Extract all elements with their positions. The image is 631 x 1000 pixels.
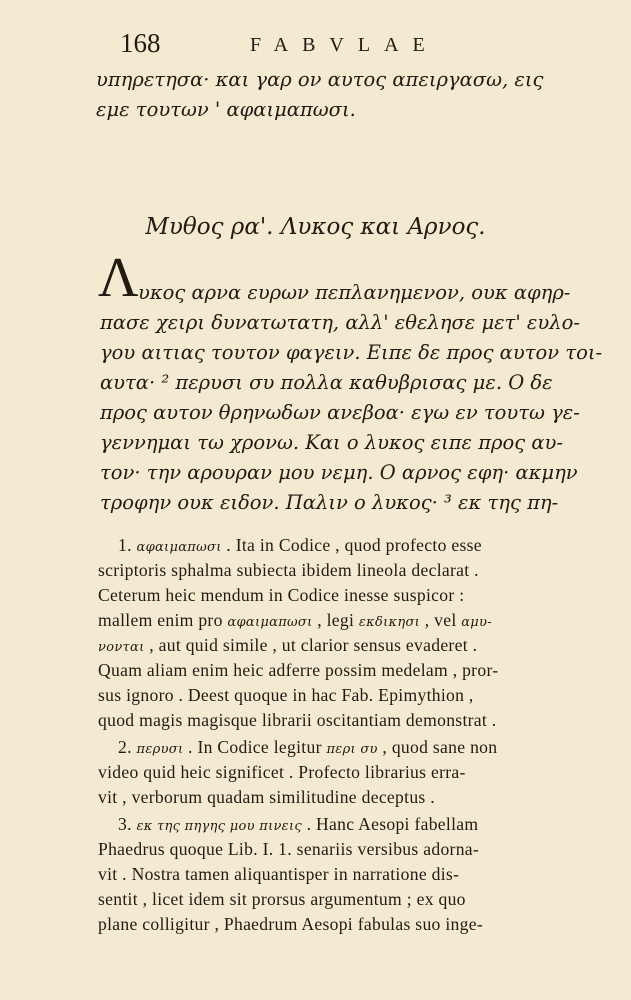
footnote-line [98, 635, 477, 656]
fable-line: αυτα· ² περυσι συ πολλα καθυβρισας με. Ο δε [100, 371, 553, 394]
greek-citation: αφαιμαπωσι [136, 540, 222, 555]
footnote-text: 2. [118, 737, 137, 757]
footnote-text: vit . Nostra tamen aliquantisper in narratione dis- [98, 864, 460, 884]
footnote-line [98, 762, 466, 783]
footnote-text: video quid heic significet . Profecto librarius erra- [98, 762, 466, 782]
greek-citation: περι συ [326, 742, 378, 757]
footnote-line [98, 889, 466, 910]
fable-line: προς αυτον θρηνωδων ανεβοα· εγω εν τουτω γε- [100, 401, 580, 424]
footnote-text: scriptoris sphalma subiecta ibidem lineola declarat . [98, 560, 479, 580]
footnote-text: vit , verborum quadam similitudine deceptus . [98, 787, 435, 807]
page-header [120, 28, 580, 62]
fable-line: υκος αρνα ευρων πεπλανημενον, ουκ αφηρ- [138, 281, 571, 304]
greek-citation: νονται [98, 640, 145, 655]
footnote-text: , legi [312, 610, 359, 630]
footnote-text: . In Codice legitur [183, 737, 327, 757]
footnote-text: mallem enim pro [98, 610, 228, 630]
footnote-line [98, 914, 483, 935]
footnote-text: , quod sane non [377, 737, 498, 757]
fable-line: τον· την αρουραν μου νεμη. Ο αρνος εφη· ακμην [100, 461, 578, 484]
footnote-line [98, 864, 459, 885]
intro-line: εμε τουτων ' αφαιμαπωσι. [96, 98, 356, 121]
footnote-line [98, 839, 479, 860]
fable-line: πασε χειρι δυνατωτατη, αλλ' εθελησε μετ' ευλο- [100, 311, 580, 334]
page-number: 168 [120, 28, 161, 58]
footnote-text: , vel [420, 610, 462, 630]
footnote-line [98, 610, 492, 631]
footnote-text: , aut quid simile , ut clarior sensus evaderet . [144, 635, 478, 655]
footnote-text: Ceterum heic mendum in Codice inesse suspicor : [98, 585, 465, 605]
greek-citation: περυσι [136, 742, 184, 757]
intro-line: υπηρετησα· και γαρ ον αυτος απειργασω, εις [96, 68, 544, 91]
greek-citation: αφαιμαπωσι [227, 615, 313, 630]
footnote-text: Quam aliam enim heic adferre possim medelam , pror- [98, 660, 499, 680]
footnote-line [98, 787, 435, 808]
footnote-line [98, 660, 498, 681]
footnote-line [98, 585, 464, 606]
greek-citation: εκδικησι [358, 615, 421, 630]
footnote-line [98, 710, 497, 731]
footnote-text: Phaedrus quoque Lib. I. 1. senariis versibus adorna- [98, 839, 480, 859]
footnote-text: . Hanc Aesopi fabellam [301, 814, 479, 834]
greek-citation: αμυ- [461, 615, 492, 630]
fable-line: γεννημαι τω χρονω. Και ο λυκος ειπε προς αυ- [100, 431, 563, 454]
footnote-text: sus ignoro . Deest quoque in hac Fab. Epimythion , [98, 685, 474, 705]
fable-line: τροφην ουκ ειδον. Παλιν ο λυκος· ³ εκ της πη- [100, 491, 559, 514]
footnote-text: 3. [118, 814, 137, 834]
running-title: FABVLAE [250, 34, 439, 56]
footnote-text: 1. [118, 535, 137, 555]
footnote-line [118, 535, 482, 556]
footnote-text: quod magis magisque librarii oscitantiam demonstrat . [98, 710, 497, 730]
footnote-text: . Ita in Codice , quod profecto esse [221, 535, 482, 555]
footnote-line [118, 814, 478, 835]
drop-cap: Λ [98, 247, 139, 309]
footnote-line [98, 560, 479, 581]
footnote-text: sentit , licet idem sit prorsus argumentum ; ex quo [98, 889, 466, 909]
fable-title: Μυθος ρα'. Λυκος και Αρνος. [145, 214, 486, 240]
footnote-text: plane colligitur , Phaedrum Aesopi fabulas suo inge- [98, 914, 483, 934]
footnote-line [98, 685, 474, 706]
fable-line: γου αιτιας τουτον φαγειν. Ειπε δε προς αυτον τοι- [100, 341, 603, 364]
greek-citation: εκ της πηγης μου πινεις [136, 819, 302, 834]
footnote-line [118, 737, 497, 758]
